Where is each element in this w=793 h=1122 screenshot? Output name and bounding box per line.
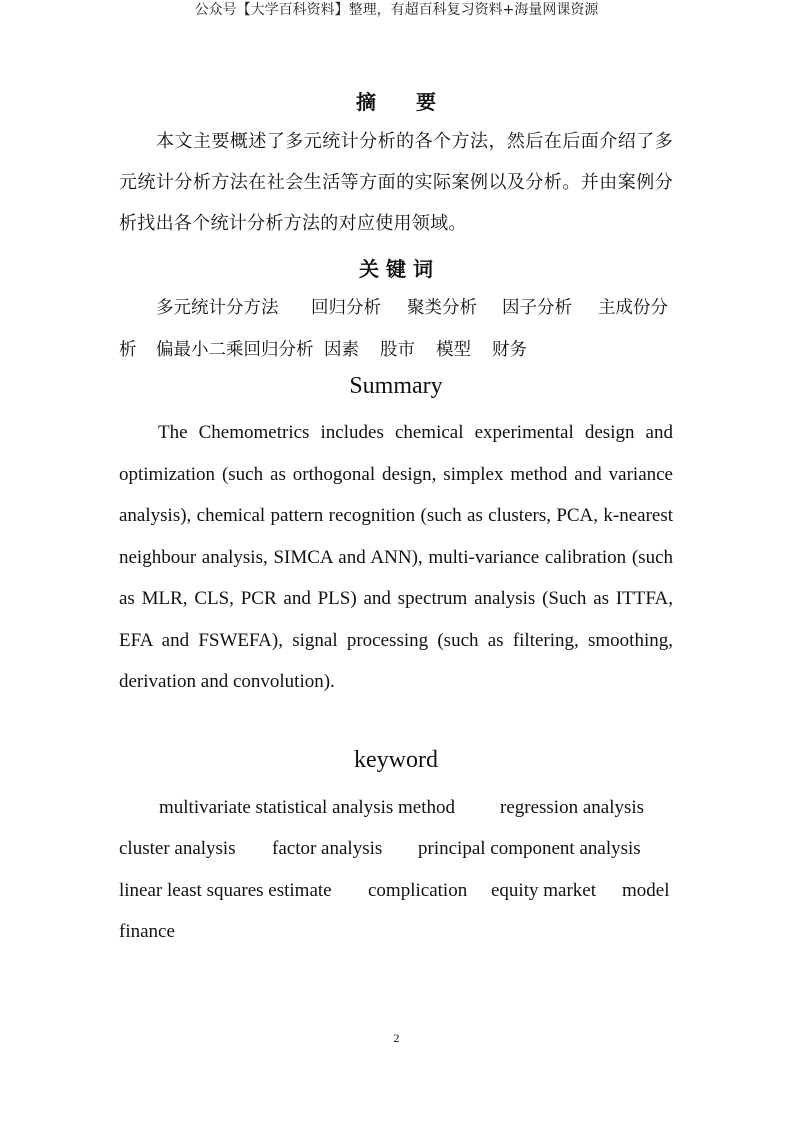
keywords-cn-line-1 bbox=[119, 288, 673, 329]
keyword-cn: 财务 bbox=[492, 340, 527, 360]
keyword-en: multivariate statistical analysis method bbox=[159, 797, 456, 818]
summary-text: The Chemometrics includes chemical experimental design and optimization (such as orthogonal design, simplex method and variance analysis), chemical pattern recognition (such as clusters, PCA, k-nearest neighbour analysis, SIMCA and ANN), multi-variance calibration (such as MLR, CLS, PCR and PLS) and spectrum analysis (Such as ITTFA, EFA and FSWEFA), signal processing (such as filtering, smoothing, derivation and convolution). bbox=[119, 422, 673, 692]
keywords-en-line-1 bbox=[119, 787, 673, 828]
keyword-cn: 回归分析 bbox=[311, 298, 381, 318]
keyword-cn: 股市 bbox=[380, 340, 415, 360]
keyword-en: complication bbox=[368, 880, 468, 901]
keyword-en: cluster analysis bbox=[119, 838, 236, 859]
keyword-en: factor analysis bbox=[272, 838, 383, 859]
abstract-cn-body: 本文主要概述了多元统计分析的各个方法，然后在后面介绍了多元统计分析方法在社会生活等方面的实际案例以及分析。并由案例分析找出各个统计分析方法的对应使用领域。 bbox=[119, 131, 673, 234]
keyword-cn: 模型 bbox=[436, 340, 471, 360]
keyword-en: regression analysis bbox=[500, 797, 645, 818]
keywords-en-line-3 bbox=[119, 870, 673, 911]
keywords-cn-line-2 bbox=[119, 330, 673, 371]
summary-body bbox=[119, 412, 673, 703]
abstract-cn-heading: 摘 要 bbox=[356, 90, 436, 114]
keyword-en-heading: keyword bbox=[354, 747, 438, 773]
keyword-en: linear least squares estimate bbox=[119, 880, 332, 901]
keyword-cn: 因素 bbox=[324, 340, 359, 360]
keyword-cn: 主成份分 bbox=[598, 298, 668, 318]
keyword-cn: 析 bbox=[119, 340, 137, 360]
keyword-en: finance bbox=[119, 921, 175, 942]
keyword-cn: 多元统计分方法 bbox=[156, 298, 279, 318]
keywords-cn-heading: 关 键 词 bbox=[359, 257, 433, 281]
keyword-cn: 偏最小二乘回归分析 bbox=[156, 340, 314, 360]
watermark-banner: 公众号【大学百科资料】整理，有超百科复习资料+海量网课资源 bbox=[194, 2, 599, 18]
keywords-en-line-4 bbox=[119, 911, 673, 952]
summary-heading: Summary bbox=[349, 373, 443, 399]
keyword-en: model bbox=[622, 880, 670, 901]
keywords-en-line-2 bbox=[119, 828, 673, 869]
keyword-cn: 聚类分析 bbox=[407, 298, 477, 318]
page-number: 2 bbox=[393, 1031, 400, 1045]
keyword-cn: 因子分析 bbox=[502, 298, 572, 318]
keyword-en: equity market bbox=[491, 880, 596, 901]
keyword-en: principal component analysis bbox=[418, 838, 641, 859]
